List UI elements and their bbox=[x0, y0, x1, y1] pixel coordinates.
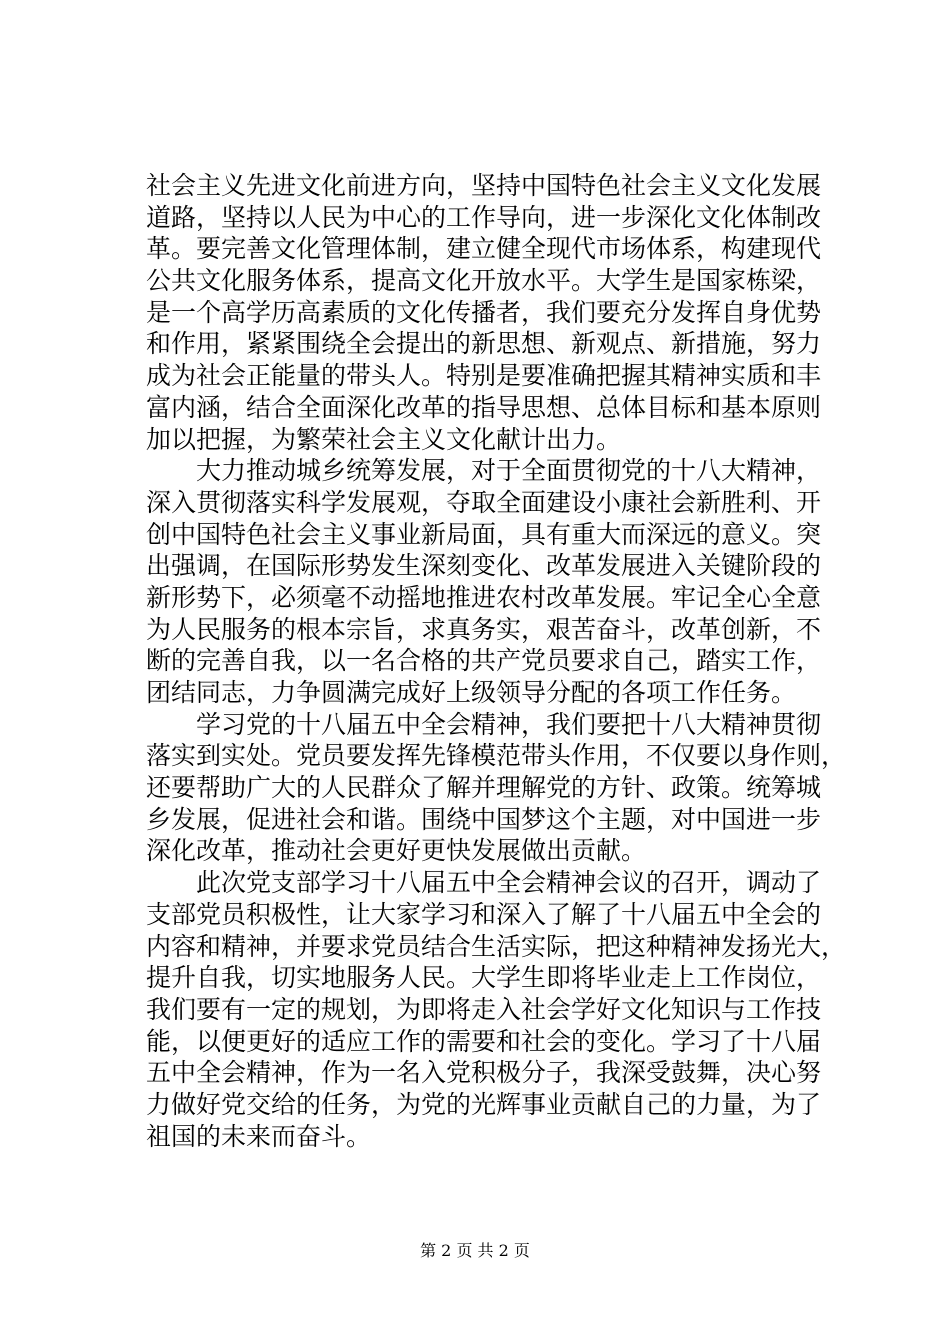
text-line: 落实到实处。党员要发挥先锋模范带头作用，不仅要以身作则， bbox=[146, 741, 847, 771]
text-line: 富内涵，结合全面深化改革的指导思想、总体目标和基本原则 bbox=[146, 392, 822, 422]
text-line: 祖国的未来而奋斗。 bbox=[146, 1121, 372, 1151]
text-line: 团结同志，力争圆满完成好上级领导分配的各项工作任务。 bbox=[146, 678, 797, 707]
text-line: 公共文化服务体系，提高文化开放水平。大学生是国家栋梁， bbox=[146, 266, 822, 296]
text-line: 成为社会正能量的带头人。特别是要准确把握其精神实质和丰 bbox=[146, 361, 822, 391]
text-line: 深入贯彻落实科学发展观，夺取全面建设小康社会新胜利、开 bbox=[146, 487, 822, 517]
text-line: 能，以便更好的适应工作的需要和社会的变化。学习了十八届 bbox=[146, 1026, 822, 1056]
text-line: 和作用，紧紧围绕全会提出的新思想、新观点、新措施，努力 bbox=[146, 329, 822, 359]
text-line: 支部党员积极性，让大家学习和深入了解了十八届五中全会的 bbox=[146, 899, 822, 929]
page-footer: 第 2 页 共 2 页 bbox=[420, 1241, 530, 1260]
text-line: 乡发展，促进社会和谐。围绕中国梦这个主题，对中国进一步 bbox=[146, 804, 822, 834]
text-line: 还要帮助广大的人民群众了解并理解党的方针、政策。统筹城 bbox=[146, 773, 822, 803]
text-line: 学习党的十八届五中全会精神，我们要把十八大精神贯彻 bbox=[146, 709, 822, 739]
text-line: 新形势下，必须毫不动摇地推进农村改革发展。牢记全心全意 bbox=[146, 582, 822, 612]
document-body bbox=[146, 170, 847, 1152]
text-line: 力做好党交给的任务，为党的光辉事业贡献自己的力量，为了 bbox=[146, 1089, 822, 1119]
text-line: 革。要完善文化管理体制，建立健全现代市场体系，构建现代 bbox=[146, 234, 822, 264]
text-line: 断的完善自我，以一名合格的共产党员要求自己，踏实工作， bbox=[146, 646, 822, 676]
text-line: 创中国特色社会主义事业新局面，具有重大而深远的意义。突 bbox=[146, 519, 822, 549]
text-line: 五中全会精神，作为一名入党积极分子，我深受鼓舞，决心努 bbox=[146, 1058, 822, 1088]
text-line: 加以把握，为繁荣社会主义文化献计出力。 bbox=[146, 424, 622, 454]
text-line: 此次党支部学习十八届五中全会精神会议的召开，调动了 bbox=[146, 868, 822, 898]
text-line: 我们要有一定的规划，为即将走入社会学好文化知识与工作技 bbox=[146, 994, 822, 1024]
text-line: 社会主义先进文化前进方向，坚持中国特色社会主义文化发展 bbox=[146, 171, 822, 200]
text-line: 出强调，在国际形势发生深刻变化、改革发展进入关键阶段的 bbox=[146, 551, 822, 581]
text-line: 道路，坚持以人民为中心的工作导向，进一步深化文化体制改 bbox=[146, 202, 822, 232]
text-line: 为人民服务的根本宗旨，求真务实，艰苦奋斗，改革创新，不 bbox=[146, 614, 822, 644]
text-line: 是一个高学历高素质的文化传播者，我们要充分发挥自身优势 bbox=[146, 297, 822, 327]
text-line: 深化改革，推动社会更好更快发展做出贡献。 bbox=[146, 836, 647, 866]
text-line: 内容和精神，并要求党员结合生活实际，把这种精神发扬光大， bbox=[146, 931, 847, 961]
text-line: 提升自我，切实地服务人民。大学生即将毕业走上工作岗位， bbox=[146, 963, 822, 993]
text-line: 大力推动城乡统筹发展，对于全面贯彻党的十八大精神， bbox=[146, 456, 822, 486]
